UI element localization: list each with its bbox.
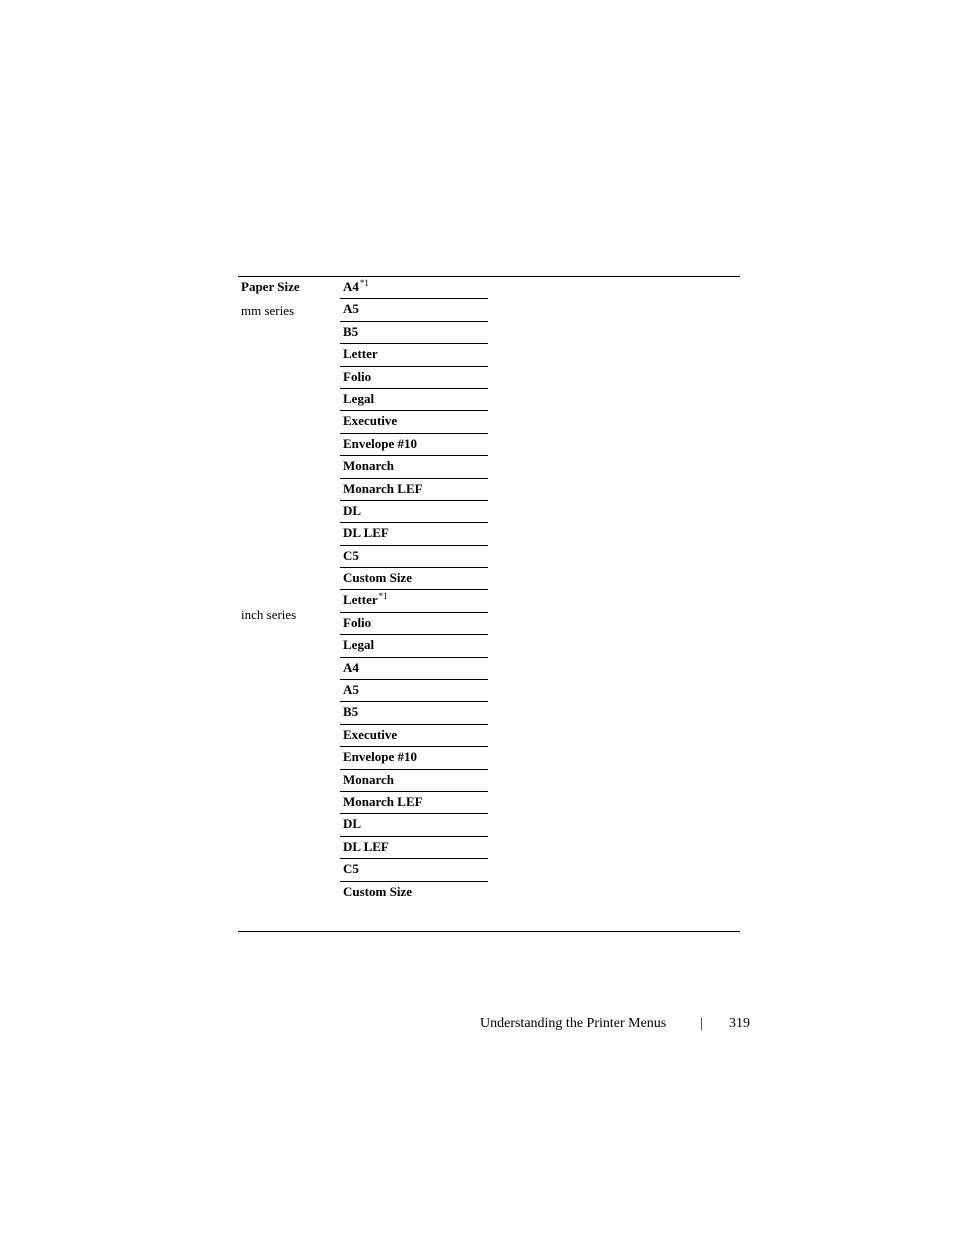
option-label: A4 xyxy=(343,279,359,294)
footer-chapter-title: Understanding the Printer Menus xyxy=(480,1016,667,1031)
inch-series-label: inch series xyxy=(241,607,297,622)
paper-size-option xyxy=(340,322,488,344)
paper-size-option xyxy=(340,658,488,680)
paper-size-option xyxy=(340,299,488,321)
option-label: Custom Size xyxy=(343,883,412,899)
option-label: Monarch LEF xyxy=(343,793,423,809)
paper-size-option xyxy=(340,792,488,814)
mm-series-label: mm series xyxy=(241,303,295,318)
paper-size-option xyxy=(340,635,488,657)
paper-size-label: Paper Size xyxy=(241,279,300,294)
paper-size-option xyxy=(340,590,488,612)
option-label: Envelope #10 xyxy=(343,435,418,451)
default-footnote-marker: *1 xyxy=(378,591,388,602)
option-label: Envelope #10 xyxy=(343,749,418,765)
option-label: Executive xyxy=(343,413,398,429)
option-label: DL LEF xyxy=(343,525,389,541)
paper-size-option xyxy=(340,389,488,411)
paper-size-option xyxy=(340,523,488,545)
option-label: DL LEF xyxy=(343,838,389,854)
paper-size-option xyxy=(340,859,488,881)
paper-size-option xyxy=(340,837,488,859)
paper-size-option xyxy=(340,456,488,478)
paper-size-option xyxy=(340,367,488,389)
option-label: C5 xyxy=(343,861,359,877)
paper-size-option xyxy=(340,546,488,568)
option-label: A5 xyxy=(343,682,359,698)
paper-size-option xyxy=(340,702,488,724)
option-label: Monarch xyxy=(343,771,395,787)
page-number: 319 xyxy=(729,1016,750,1031)
paper-size-option xyxy=(340,479,488,501)
option-label: Legal xyxy=(343,637,375,653)
option-label: B5 xyxy=(343,323,359,339)
option-label: Custom Size xyxy=(343,570,412,586)
footer-separator: | xyxy=(700,1016,703,1031)
paper-size-options-list xyxy=(340,277,488,904)
option-label: Monarch LEF xyxy=(343,480,423,496)
paper-size-option xyxy=(340,770,488,792)
paper-size-option xyxy=(340,725,488,747)
option-label: Executive xyxy=(343,726,398,742)
option-label: C5 xyxy=(343,547,359,563)
option-label: Folio xyxy=(343,368,372,384)
paper-size-option xyxy=(340,411,488,433)
table-bottom-rule xyxy=(238,931,740,932)
option-label: DL xyxy=(343,816,362,832)
paper-size-option xyxy=(340,882,488,904)
paper-size-option xyxy=(340,568,488,590)
paper-size-option xyxy=(340,501,488,523)
default-footnote-marker: *1 xyxy=(359,278,369,288)
option-label: Legal xyxy=(343,390,375,406)
paper-size-option xyxy=(340,814,488,836)
option-label: B5 xyxy=(343,704,359,720)
paper-size-option xyxy=(340,747,488,769)
paper-size-option xyxy=(340,680,488,702)
option-label: Monarch xyxy=(343,458,395,474)
option-label: DL xyxy=(343,502,362,518)
paper-size-option xyxy=(340,277,488,299)
paper-size-option xyxy=(340,434,488,456)
option-label: Folio xyxy=(343,614,372,630)
paper-size-option xyxy=(340,344,488,366)
option-label: A5 xyxy=(343,301,359,317)
paper-size-option xyxy=(340,613,488,635)
option-label: A4 xyxy=(343,659,359,675)
table-top-rule xyxy=(238,276,740,277)
option-label: Letter xyxy=(343,592,378,608)
option-label: Letter xyxy=(343,346,378,362)
